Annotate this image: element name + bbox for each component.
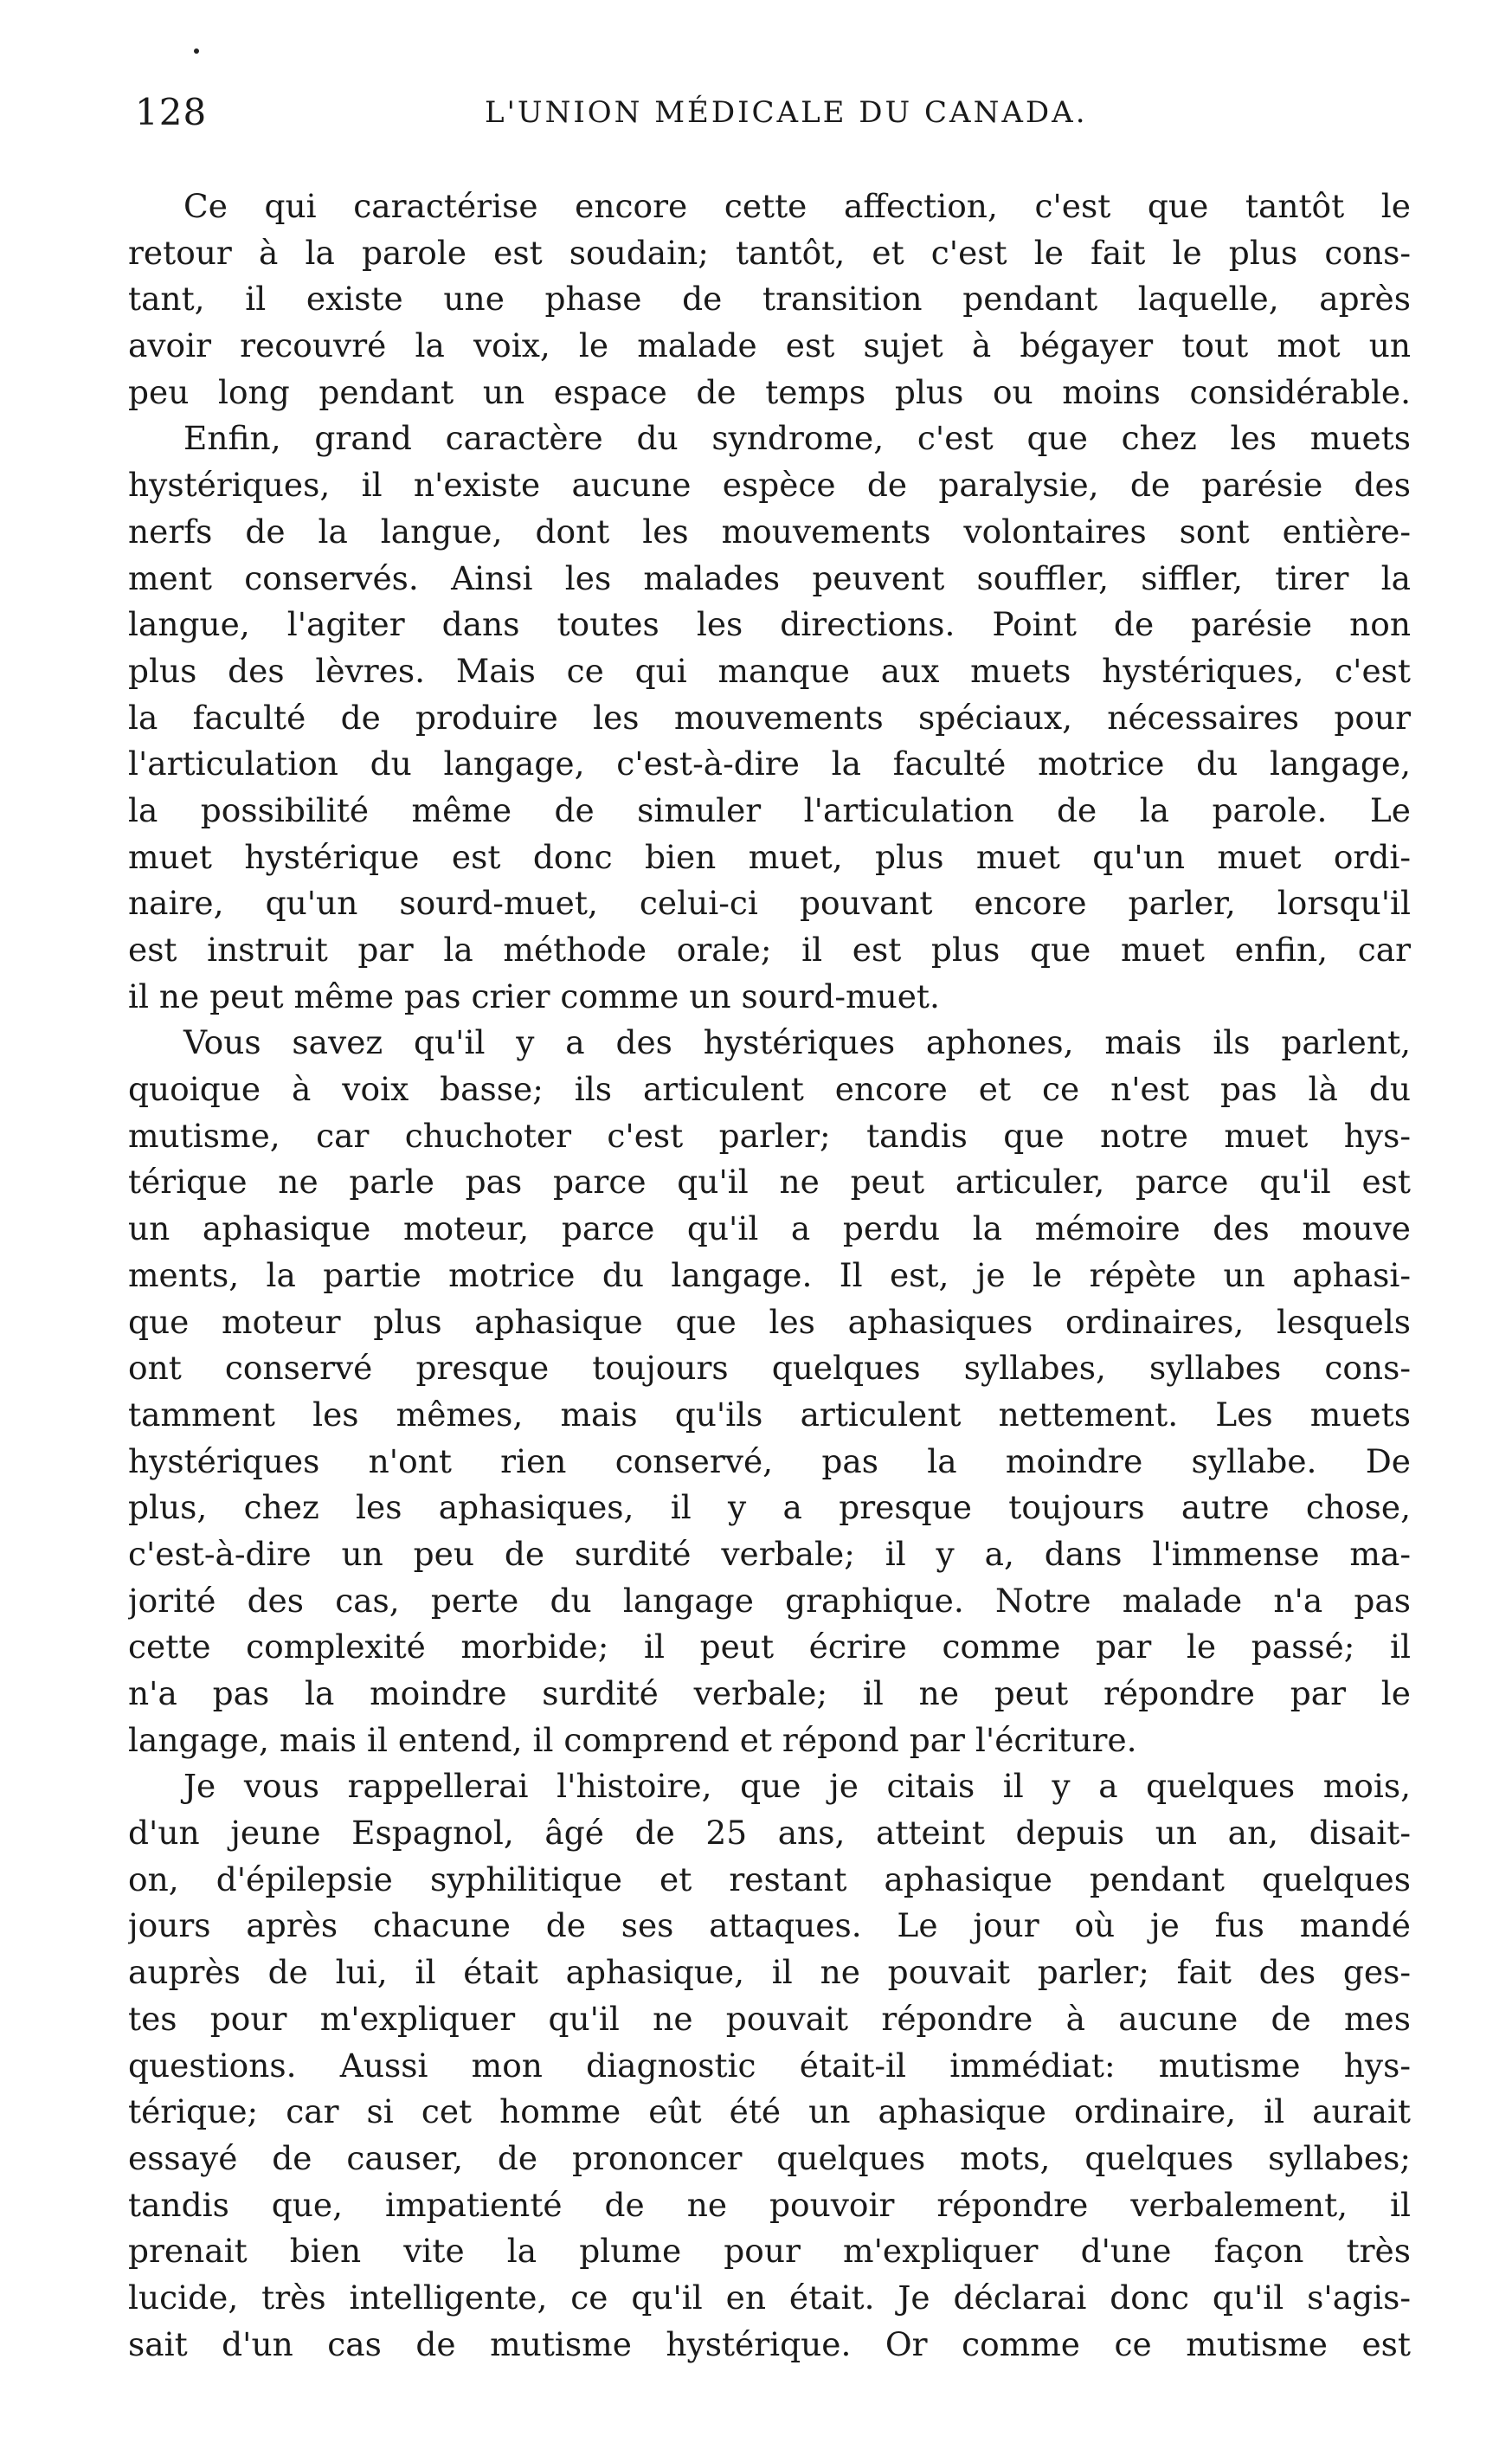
text-line: ment conservés. Ainsi les malades peuvent souffler, siffler, tirer la [128,558,1411,597]
text-line: on, d'épilepsie syphilitique et restant aphasique pendant quelques [128,1859,1411,1898]
text-line: lucide, très intelligente, ce qu'il en était. Je déclarai donc qu'il s'agis- [128,2278,1411,2317]
text-line: plus, chez les aphasiques, il y a presque toujours autre chose, [128,1488,1411,1527]
text-line: tant, il existe une phase de transition pendant laquelle, après [128,280,1411,319]
text-line: c'est-à-dire un peu de surdité verbale; il y a, dans l'immense ma- [128,1534,1411,1573]
text-line: prenait bien vite la plume pour m'expliquer d'une façon très [128,2232,1411,2271]
body-text [128,184,1411,2368]
text-line: Enfin, grand caractère du syndrome, c'est que chez les muets [183,419,1411,458]
text-line: naire, qu'un sourd-muet, celui-ci pouvant encore parler, lorsqu'il [128,884,1411,923]
text-line: d'un jeune Espagnol, âgé de 25 ans, atteint depuis un an, disait- [128,1814,1411,1853]
print-speck [194,48,199,54]
text-line: retour à la parole est soudain; tantôt, et c'est le fait le plus cons- [128,233,1411,272]
text-line: n'a pas la moindre surdité verbale; il ne peut répondre par le [128,1674,1411,1712]
text-line: Ce qui caractérise encore cette affection, c'est que tantôt le [183,187,1411,225]
text-line: avoir recouvré la voix, le malade est sujet à bégayer tout mot un [128,326,1411,365]
document-page [128,0,1411,2462]
text-line: jorité des cas, perte du langage graphique. Notre malade n'a pas [128,1581,1411,1620]
text-line: il ne peut même pas crier comme un sourd-muet. [128,976,940,1015]
text-line: questions. Aussi mon diagnostic était-il immédiat: mutisme hys- [128,2046,1411,2085]
text-line: plus des lèvres. Mais ce qui manque aux muets hystériques, c'est [128,651,1411,690]
text-line: auprès de lui, il était aphasique, il ne pouvait parler; fait des ges- [128,1953,1411,1992]
text-line: térique ne parle pas parce qu'il ne peut articuler, parce qu'il est [128,1163,1411,1202]
text-line: la possibilité même de simuler l'articulation de la parole. Le [128,790,1411,829]
text-line: l'articulation du langage, c'est-à-dire la faculté motrice du langage, [128,744,1411,783]
text-line: ments, la partie motrice du langage. Il est, je le répète un aphasi- [128,1255,1411,1294]
text-line: essayé de causer, de prononcer quelques mots, quelques syllabes; [128,2138,1411,2177]
text-line: Je vous rappellerai l'histoire, que je citais il y a quelques mois, [183,1767,1411,1806]
text-line: tamment les mêmes, mais qu'ils articulent nettement. Les muets [128,1395,1411,1434]
text-line: que moteur plus aphasique que les aphasiques ordinaires, lesquels [128,1302,1411,1341]
page-number: 128 [135,91,208,133]
text-line: térique; car si cet homme eût été un aphasique ordinaire, il aurait [128,2092,1411,2131]
text-line: langue, l'agiter dans toutes les directions. Point de parésie non [128,605,1411,644]
text-line: est instruit par la méthode orale; il est plus que muet enfin, car [128,931,1411,969]
page-header [128,87,1411,139]
text-line: jours après chacune de ses attaques. Le jour où je fus mandé [128,1906,1411,1945]
text-line: nerfs de la langue, dont les mouvements volontaires sont entière- [128,512,1411,551]
text-line: la faculté de produire les mouvements spéciaux, nécessaires pour [128,698,1411,737]
text-line: hystériques n'ont rien conservé, pas la moindre syllabe. De [128,1441,1411,1480]
text-line: tandis que, impatienté de ne pouvoir répondre verbalement, il [128,2185,1411,2224]
text-line: quoique à voix basse; ils articulent encore et ce n'est pas là du [128,1070,1411,1109]
text-line: un aphasique moteur, parce qu'il a perdu la mémoire des mouve [128,1209,1411,1248]
text-line: tes pour m'expliquer qu'il ne pouvait répondre à aucune de mes [128,1999,1411,2038]
text-line: ont conservé presque toujours quelques syllabes, syllabes cons- [128,1349,1411,1388]
text-line: mutisme, car chuchoter c'est parler; tandis que notre muet hys- [128,1116,1411,1155]
text-line: sait d'un cas de mutisme hystérique. Or comme ce mutisme est [128,2324,1411,2363]
text-line: Vous savez qu'il y a des hystériques aphones, mais ils parlent, [183,1023,1411,1062]
text-line: cette complexité morbide; il peut écrire comme par le passé; il [128,1627,1411,1666]
running-title: L'UNION MÉDICALE DU CANADA. [485,95,1088,130]
text-line: langage, mais il entend, il comprend et répond par l'écriture. [128,1720,1137,1759]
text-line: muet hystérique est donc bien muet, plus muet qu'un muet ordi- [128,837,1411,876]
text-line: peu long pendant un espace de temps plus ou moins considérable. [128,372,1411,411]
text-line: hystériques, il n'existe aucune espèce de paralysie, de parésie des [128,466,1411,505]
